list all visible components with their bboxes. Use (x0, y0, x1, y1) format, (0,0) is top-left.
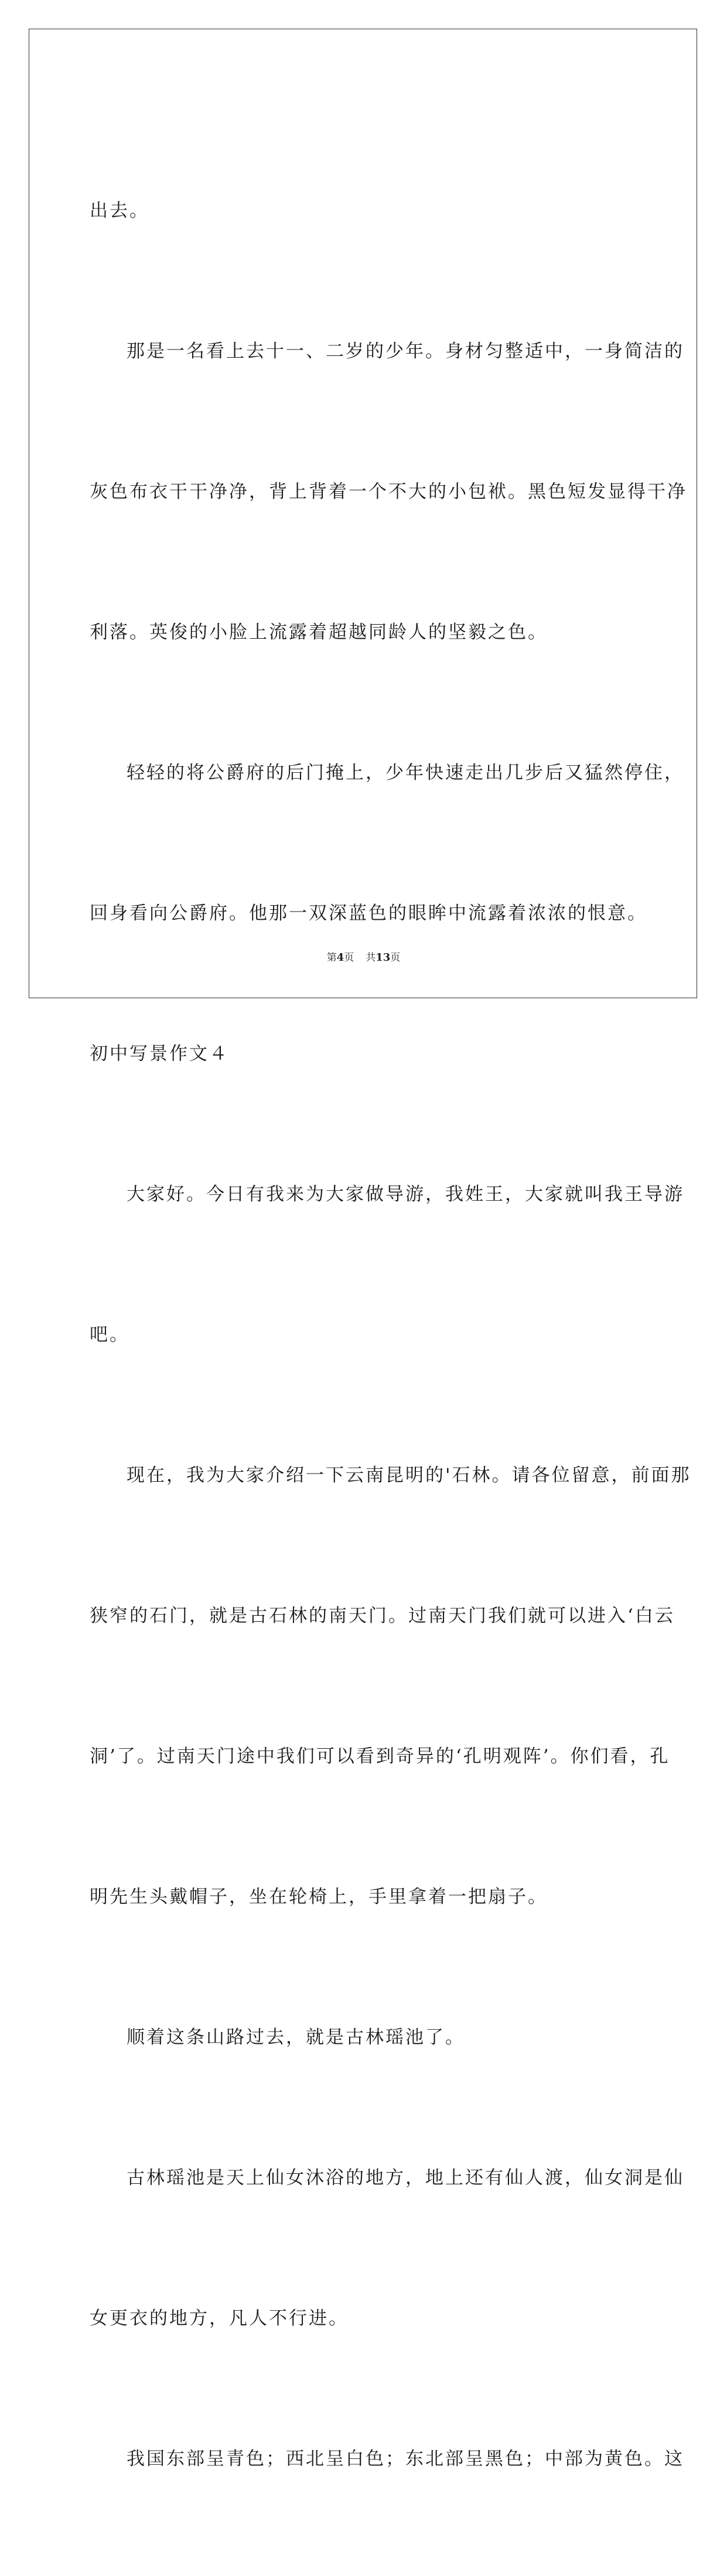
text-line-6: 回身看向公爵府。他那一双深蓝色的眼眸中流露着浓浓的恨意。 (90, 903, 647, 924)
total-suffix: 页 (390, 952, 401, 964)
document-body (90, 94, 691, 2576)
page-footer (0, 949, 727, 964)
text-line-8: 大家好。今日有我来为大家做导游，我姓王，大家就叫我王导游 (127, 1184, 684, 1205)
text-line-3: 灰色布衣干干净净，背上背着一个不大的小包袱。黑色短发显得干净 (90, 481, 687, 502)
text-line-9: 吧。 (90, 1324, 129, 1345)
text-line-4: 利落。英俊的小脸上流露着超越同龄人的坚毅之色。 (90, 622, 548, 643)
text-line-17: 我国东部呈青色；西北呈白色；东北部呈黑色；中部为黄色。这 (127, 2448, 684, 2469)
text-line-13: 明先生头戴帽子，坐在轮椅上，手里拿着一把扇子。 (90, 1886, 548, 1907)
total-pages: 13 (376, 951, 391, 964)
text-line-14: 顺着这条山路过去，就是古林瑶池了。 (127, 2027, 465, 2048)
total-prefix: 共 (366, 952, 376, 964)
text-line-1: 出去。 (90, 200, 149, 221)
text-block (90, 94, 691, 2576)
page-suffix: 页 (344, 952, 354, 964)
text-line-2: 那是一名看上去十一、二岁的少年。身材匀整适中，一身简洁的 (127, 341, 684, 362)
text-line-11: 狭窄的石门，就是古石林的南天门。过南天门我们就可以进入‘白云 (90, 1605, 675, 1626)
text-line-16: 女更衣的地方，凡人不行进。 (90, 2308, 349, 2329)
text-line-12: 洞’了。过南天门途中我们可以看到奇异的‘孔明观阵’。你们看，孔 (90, 1746, 670, 1767)
text-line-15: 古林瑶池是天上仙女沐浴的地方，地上还有仙人渡，仙女洞是仙 (127, 2167, 684, 2188)
text-line-10: 现在，我为大家介绍一下云南昆明的'石林。请各位留意，前面那 (127, 1465, 691, 1486)
page-number: 4 (336, 951, 344, 964)
text-line-5: 轻轻的将公爵府的后门掩上，少年快速走出几步后又猛然停住， (127, 762, 684, 783)
section-heading: 初中写景作文４ (90, 1043, 229, 1064)
page-prefix: 第 (326, 952, 337, 964)
